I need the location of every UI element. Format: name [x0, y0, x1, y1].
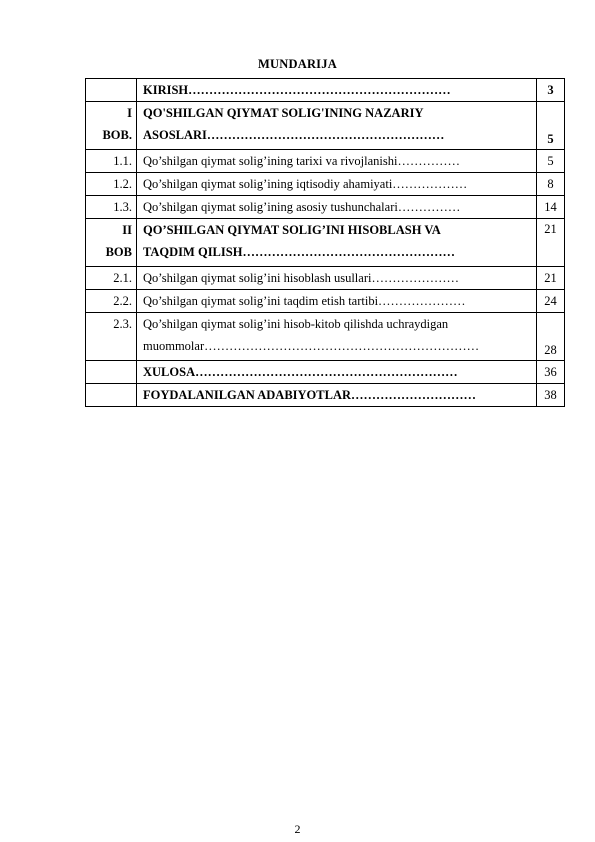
toc-page-number: 3	[537, 79, 565, 102]
toc-entry-text-line2: TAQDIM QILISH……………………………………………	[143, 245, 455, 259]
toc-number	[86, 384, 137, 407]
toc-page-number: 5	[537, 150, 565, 173]
toc-number: 2.1.	[86, 267, 137, 290]
toc-page-number: 21	[537, 219, 565, 267]
toc-entry-text	[137, 219, 537, 267]
toc-page-number: 38	[537, 384, 565, 407]
toc-page-number: 14	[537, 196, 565, 219]
toc-entry-text: Qo’shilgan qiymat solig’ining asosiy tushunchalari……………	[137, 196, 537, 219]
toc-entry-text-line2: ASOSLARI…………………………………………………	[143, 128, 445, 142]
toc-number: 1.2.	[86, 173, 137, 196]
toc-number-value: 2.3.	[113, 317, 132, 331]
toc-chapter-number	[86, 102, 137, 150]
toc-page-number: 36	[537, 361, 565, 384]
toc-chapter-number-line1: II	[122, 223, 132, 237]
toc-row-2-2	[86, 290, 565, 313]
toc-chapter-number-line1: I	[127, 106, 132, 120]
toc-entry-text-line1: Qo’shilgan qiymat solig’ini hisob-kitob qilishda uchraydigan	[143, 317, 449, 331]
toc-row-1-1	[86, 150, 565, 173]
toc-entry-text: Qo’shilgan qiymat solig’ining tarixi va rivojlanishi……………	[137, 150, 537, 173]
toc-row-2-1	[86, 267, 565, 290]
toc-row-1-2	[86, 173, 565, 196]
toc-page-number: 5	[537, 102, 565, 150]
toc-entry-text-line2: muommolar…………………………………………………………	[143, 339, 480, 353]
toc-row-2-3	[86, 313, 565, 361]
toc-chapter-number-line2: BOB.	[102, 128, 132, 142]
toc-entry-text: Qo’shilgan qiymat solig’ining iqtisodiy ahamiyati………………	[137, 173, 537, 196]
toc-page-number: 24	[537, 290, 565, 313]
toc-entry-text-line1: QO'SHILGAN QIYMAT SOLIG'INING NAZARIY	[143, 106, 424, 120]
toc-row-chapter-1	[86, 102, 565, 150]
toc-page-number: 8	[537, 173, 565, 196]
toc-page-number: 21	[537, 267, 565, 290]
toc-number: 1.1.	[86, 150, 137, 173]
toc-row-1-3	[86, 196, 565, 219]
toc-number	[86, 313, 137, 361]
page-title: MUNDARIJA	[258, 57, 337, 71]
toc-row-xulosa	[86, 361, 565, 384]
toc-entry-text-line1: QO’SHILGAN QIYMAT SOLIG’INI HISOBLASH VA	[143, 223, 441, 237]
toc-entry-text	[137, 313, 537, 361]
toc-chapter-number	[86, 219, 137, 267]
toc-entry-text: XULOSA………………………………………………………	[137, 361, 537, 384]
toc-entry-text: FOYDALANILGAN ADABIYOTLAR…………………………	[137, 384, 537, 407]
toc-number: 2.2.	[86, 290, 137, 313]
toc-entry-text: Qo’shilgan qiymat solig’ini taqdim etish tartibi…………………	[137, 290, 537, 313]
toc-number	[86, 361, 137, 384]
toc-entry-text: KIRISH………………………………………………………	[137, 79, 537, 102]
toc-entry-text: Qo’shilgan qiymat solig’ini hisoblash usullari…………………	[137, 267, 537, 290]
page-number: 2	[294, 822, 301, 836]
toc-entry-text	[137, 102, 537, 150]
table-of-contents	[85, 78, 565, 407]
toc-number: 1.3.	[86, 196, 137, 219]
toc-row-chapter-2	[86, 219, 565, 267]
toc-number	[86, 79, 137, 102]
toc-row-kirish	[86, 79, 565, 102]
toc-page-number: 28	[537, 313, 565, 361]
toc-row-references	[86, 384, 565, 407]
toc-chapter-number-line2: BOB	[105, 245, 132, 259]
